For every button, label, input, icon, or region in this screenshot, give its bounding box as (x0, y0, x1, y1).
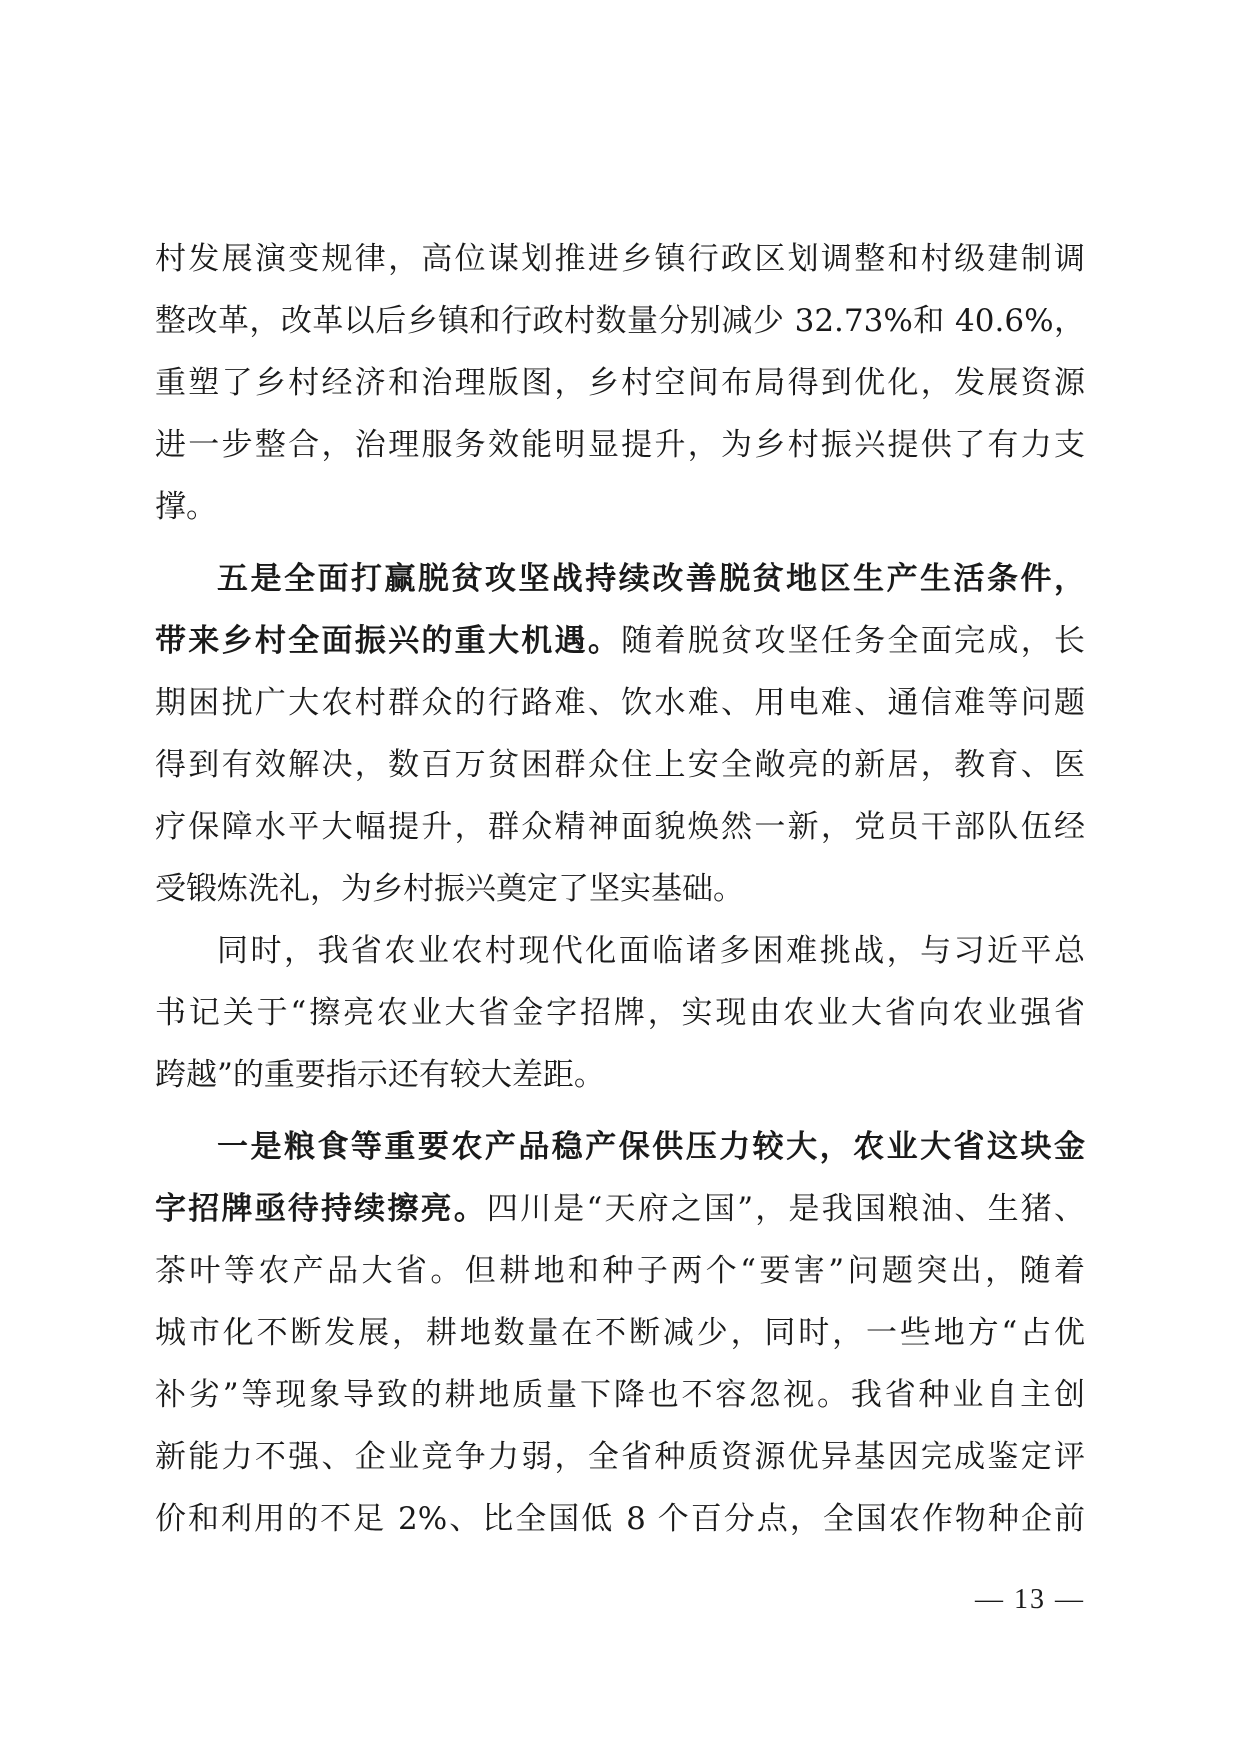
text-line: 期困扰广大农村群众的行路难、饮水难、用电难、通信难等问题 (155, 685, 1085, 721)
text-line: 带来乡村全面振兴的重大机遇。随着脱贫攻坚任务全面完成，长 (155, 623, 1086, 659)
paragraph-rural-reform (155, 228, 1085, 538)
text-line: 新能力不强、企业竞争力弱，全省种质资源优异基因完成鉴定评 (155, 1439, 1085, 1475)
paragraph-food-security (155, 1116, 1085, 1550)
text-line: 重塑了乡村经济和治理版图，乡村空间布局得到优化，发展资源 (155, 365, 1085, 401)
paragraph-challenges (155, 920, 1085, 1106)
paragraph-heading: 一是粮食等重要农产品稳产保供压力较大，农业大省这块金 (217, 1129, 1085, 1165)
text-line: 进一步整合，治理服务效能明显提升，为乡村振兴提供了有力支 (155, 427, 1085, 463)
text-line (155, 1116, 1085, 1178)
text-line: 补劣”等现象导致的耕地质量下降也不容忽视。我省种业自主创 (155, 1377, 1085, 1413)
paragraph-heading: 五是全面打赢脱贫攻坚战持续改善脱贫地区生产生活条件， (217, 561, 1085, 597)
text-line: 得到有效解决，数百万贫困群众住上安全敞亮的新居，教育、医 (155, 747, 1085, 783)
text-line: 同时，我省农业农村现代化面临诸多困难挑战，与习近平总 (217, 933, 1085, 969)
text-line: 村发展演变规律，高位谋划推进乡镇行政区划调整和村级建制调 (155, 241, 1085, 277)
text-line: 整改革，改革以后乡镇和行政村数量分别减少 32.73%和 40.6%， (155, 303, 1085, 339)
text-line: 城市化不断发展，耕地数量在不断减少，同时，一些地方“占优 (155, 1315, 1085, 1351)
text-line: 疗保障水平大幅提升，群众精神面貌焕然一新，党员干部队伍经 (155, 809, 1085, 845)
text-line: 撑。 (155, 489, 217, 525)
text-line: 受锻炼洗礼，为乡村振兴奠定了坚实基础。 (155, 871, 744, 907)
text-line: 价和利用的不足 2%、比全国低 8 个百分点，全国农作物种企前 (155, 1501, 1085, 1537)
text-line: 跨越”的重要指示还有较大差距。 (155, 1057, 605, 1093)
body-text (155, 228, 1085, 1550)
paragraph-heading: 带来乡村全面振兴的重大机遇。 (155, 623, 622, 659)
page-number: — 13 — (975, 1584, 1085, 1615)
text-line (155, 548, 1085, 610)
text-line: 茶叶等农产品大省。但耕地和种子两个“要害”问题突出，随着 (155, 1253, 1085, 1289)
text-line: 书记关于“擦亮农业大省金字招牌，实现由农业大省向农业强省 (155, 995, 1085, 1031)
paragraph-poverty-alleviation (155, 548, 1085, 920)
paragraph-heading: 字招牌亟待持续擦亮。 (155, 1191, 487, 1227)
text-line: 字招牌亟待持续擦亮。四川是“天府之国”，是我国粮油、生猪、 (155, 1191, 1085, 1227)
